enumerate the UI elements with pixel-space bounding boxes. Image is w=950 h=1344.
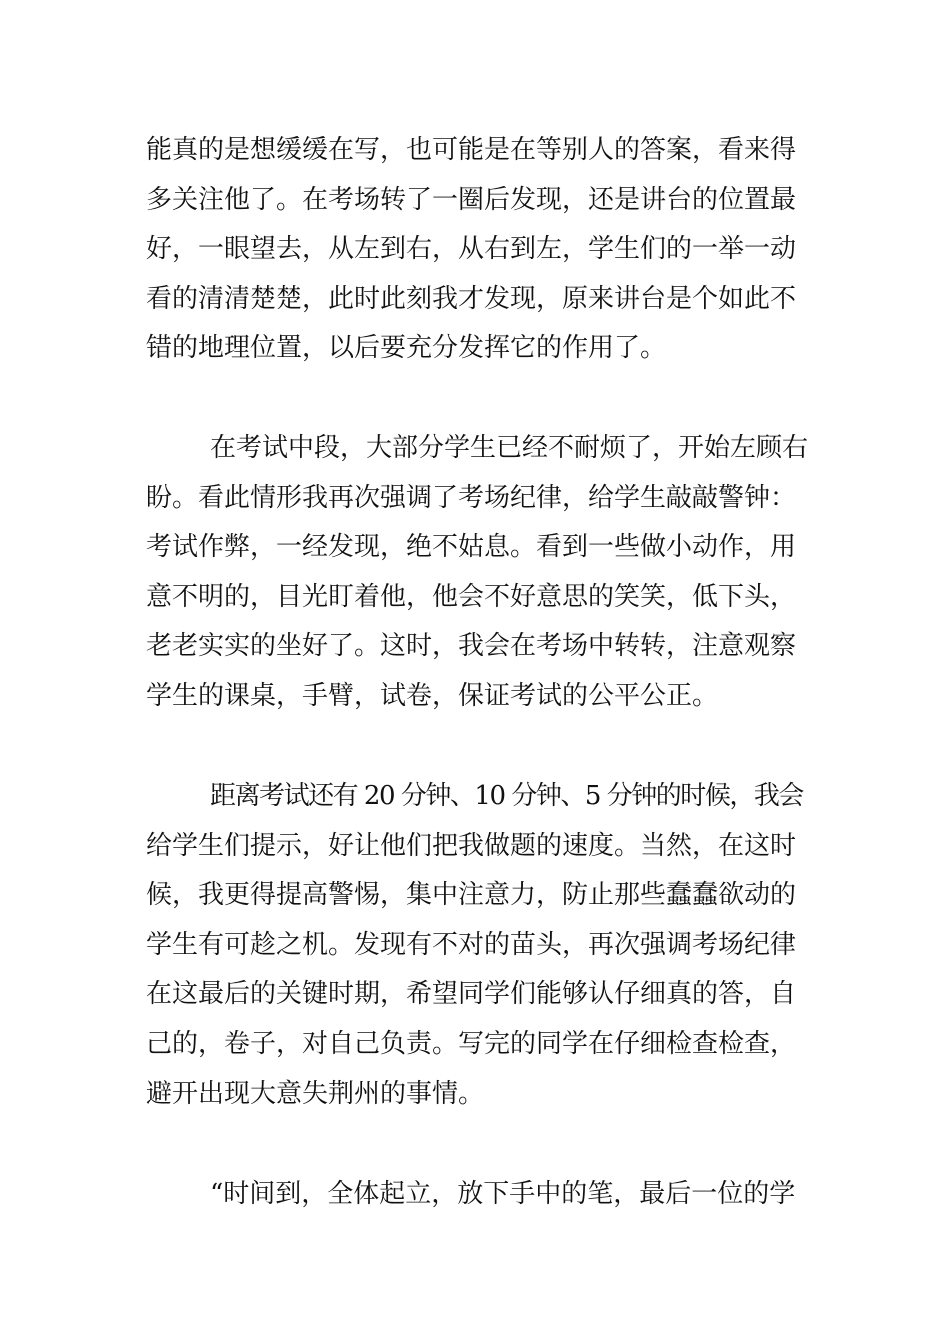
- text-line: 候，我更得提高警惕，集中注意力，防止那些蠢蠢欲动的: [146, 880, 797, 911]
- text-line: 避开出现大意失荆州的事情。: [146, 1078, 485, 1109]
- text-line: 在这最后的关键时期，希望同学们能够认仔细真的答，自: [146, 979, 797, 1010]
- text-line: 学生的课桌，手臂，试卷，保证考试的公平公正。: [146, 680, 719, 711]
- text-line: “时间到，全体起立，放下手中的笔，最后一位的学: [210, 1179, 796, 1209]
- text-line: 考试作弊，一经发现，绝不姑息。看到一些做小动作，用: [146, 532, 797, 563]
- text-line: 距离考试还有 20 分钟、10 分钟、5 分钟的时候，我会: [210, 781, 803, 811]
- text-line: 盼。看此情形我再次强调了考场纪律，给学生敲敲警钟：: [146, 482, 797, 513]
- paragraph-1: [146, 126, 810, 374]
- paragraph-3: [146, 772, 810, 1119]
- text-line: 老老实实的坐好了。这时，我会在考场中转转，注意观察: [146, 631, 797, 662]
- paragraph-2: [146, 424, 810, 722]
- text-line: 在考试中段，大部分学生已经不耐烦了，开始左顾右: [210, 433, 809, 463]
- text-line: 学生有可趁之机。发现有不对的苗头，再次强调考场纪律: [146, 929, 797, 960]
- paragraph-4: [146, 1170, 810, 1220]
- text-line: 己的，卷子，对自己负责。写完的同学在仔细检查检查，: [146, 1028, 797, 1059]
- text-line: 意不明的，目光盯着他，他会不好意思的笑笑，低下头，: [146, 581, 797, 612]
- text-line: 看的清清楚楚，此时此刻我才发现，原来讲台是个如此不: [146, 283, 797, 314]
- text-line: 多关注他了。在考场转了一圈后发现，还是讲台的位置最: [146, 184, 797, 215]
- text-line: 好，一眼望去，从左到右，从右到左，学生们的一举一动: [146, 234, 797, 265]
- text-line: 错的地理位置，以后要充分发挥它的作用了。: [146, 333, 667, 364]
- text-line: 能真的是想缓缓在写，也可能是在等别人的答案，看来得: [146, 135, 797, 165]
- text-line: 给学生们提示，好让他们把我做题的速度。当然，在这时: [146, 830, 797, 861]
